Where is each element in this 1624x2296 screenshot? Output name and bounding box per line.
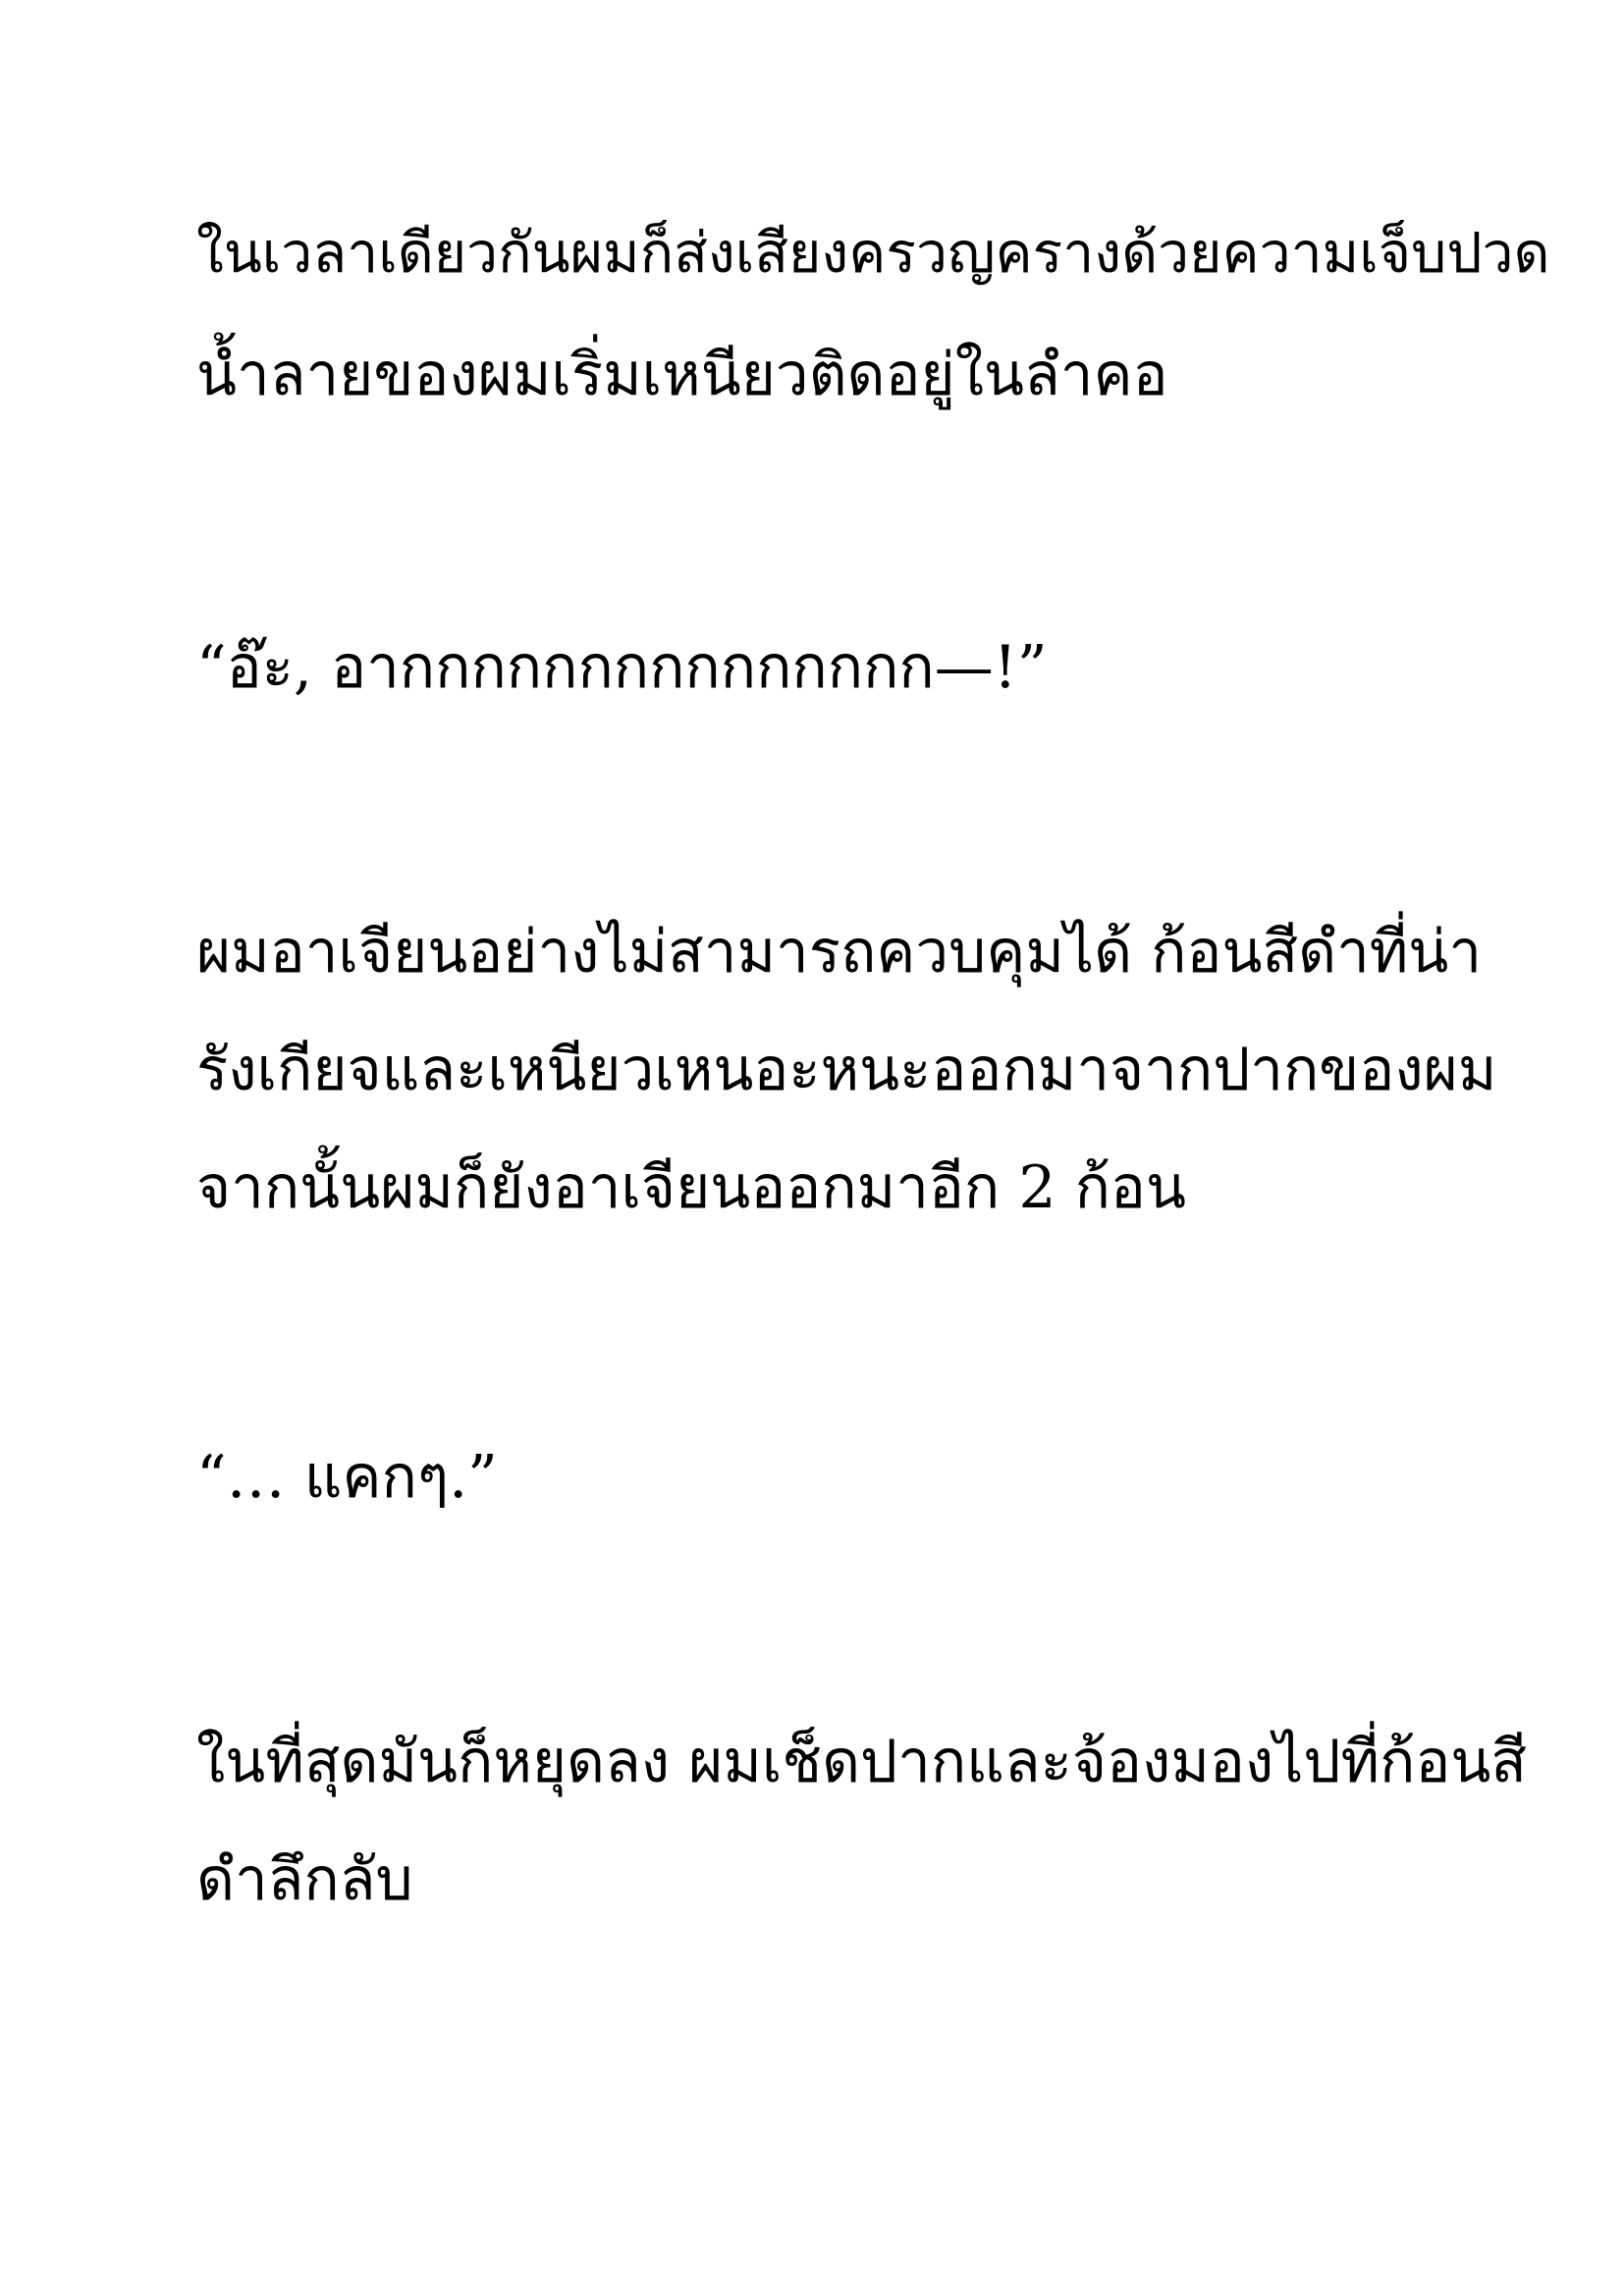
- text-line: ในที่สุดมันก็หยุดลง ผมเช็ดปากและจ้องมองไปที่ก้อนสี: [196, 1728, 1528, 1796]
- text-line: น้ำลายของผมเริ่มเหนียวติดอยู่ในลำคอ: [196, 341, 1168, 409]
- text-line: ผมอาเจียนอย่างไม่สามารถควบคุมได้ ก้อนสีดำที่น่า: [196, 918, 1483, 987]
- text-line: ดำลึกลับ: [196, 1845, 413, 1914]
- text-line: จากนั้นผมก็ยังอาเจียนออกมาอีก 2 ก้อน: [196, 1153, 1186, 1222]
- dialogue-line: “อ๊ะ, อากกกกกกกกกกกกกกก—!”: [196, 633, 1048, 702]
- dialogue-line: “… แคกๆ.”: [196, 1443, 498, 1512]
- text-line: ในเวลาเดียวกันผมก็ส่งเสียงครวญครางด้วยความเจ็บปวด: [196, 221, 1550, 286]
- text-line: รังเกียจและเหนียวเหนอะหนะออกมาจากปากของผม: [196, 1036, 1497, 1104]
